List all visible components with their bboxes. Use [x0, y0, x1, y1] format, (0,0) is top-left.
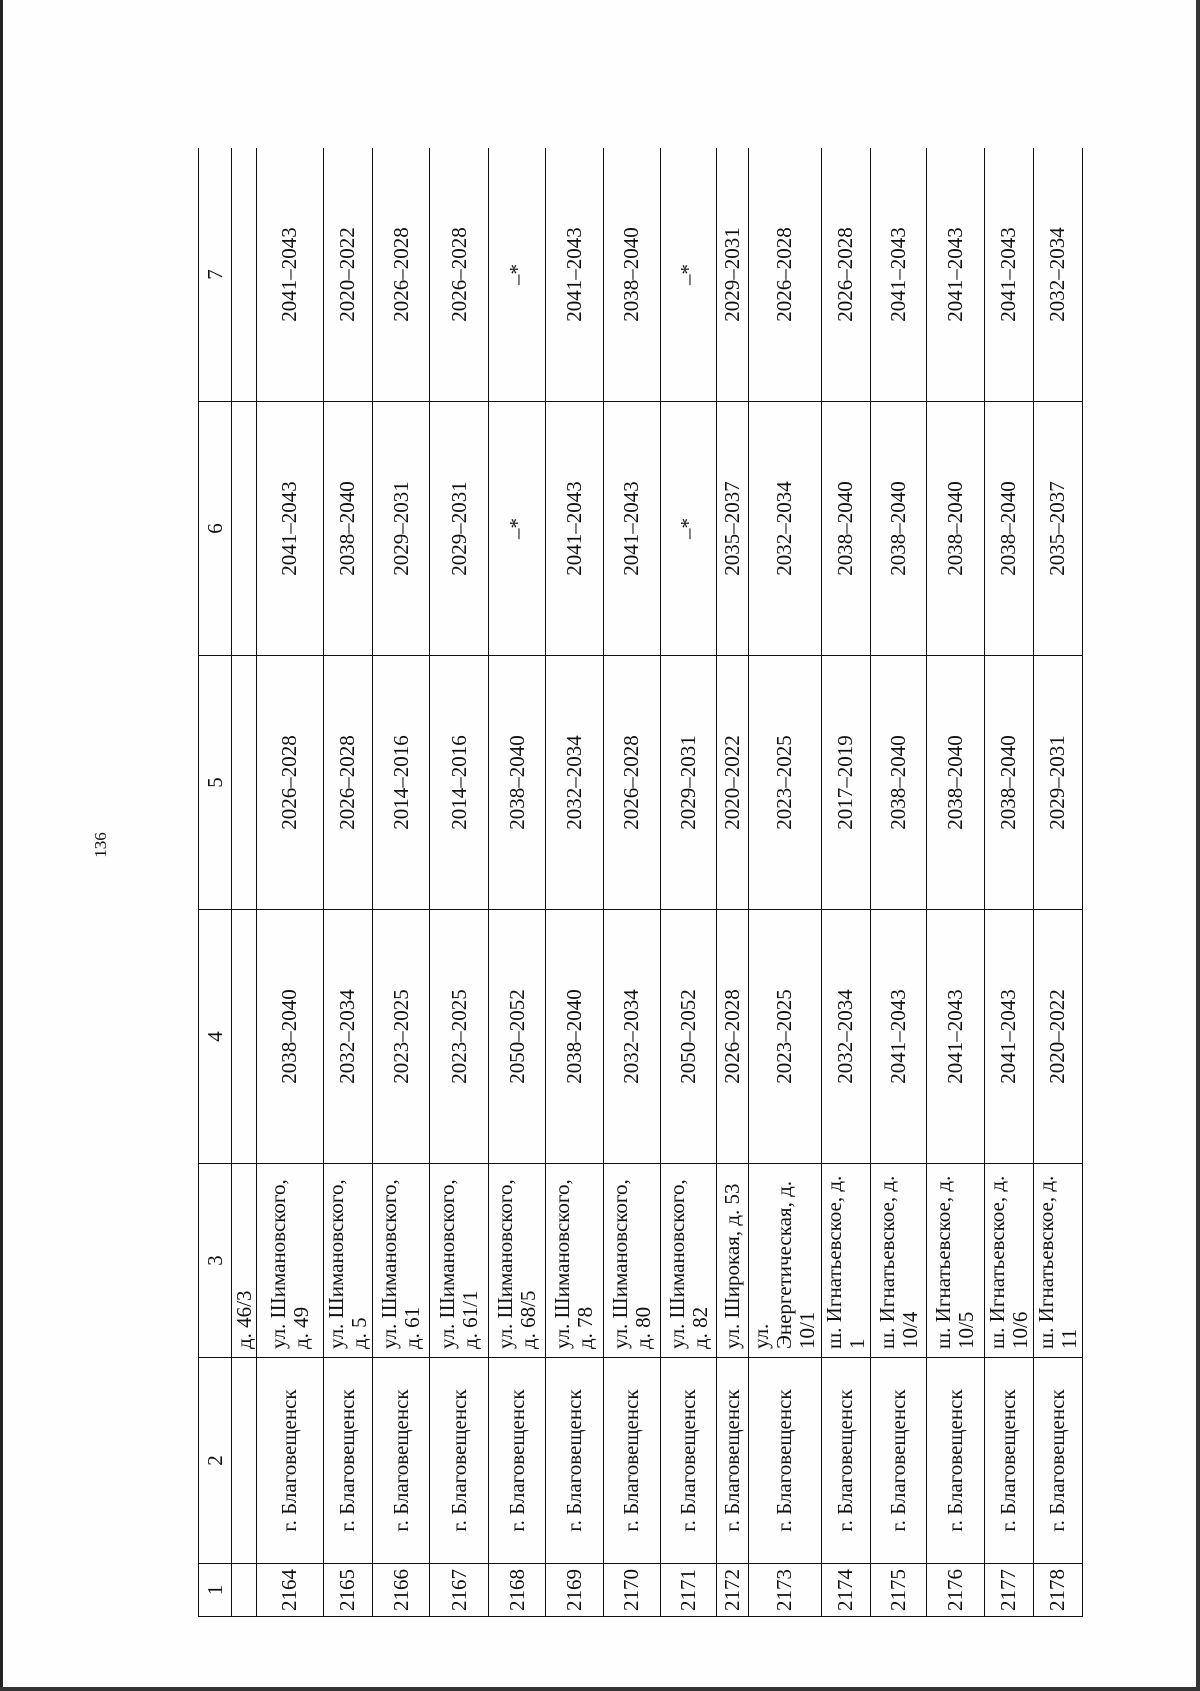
period-cell-4: 2023–2025: [430, 910, 488, 1164]
row-number: 2168: [488, 1564, 545, 1617]
row-number: 2170: [603, 1564, 660, 1617]
address-cell: ул. Шимановского, д. 61: [372, 1164, 429, 1358]
period-cell-7: –*: [488, 148, 545, 402]
period-cell-4: 2032–2034: [603, 910, 660, 1164]
period-cell-5: 2023–2025: [748, 656, 821, 910]
scan-edge-left: [0, 0, 3, 1691]
row-number: 2176: [927, 1564, 984, 1617]
city-cell: г. Благовещенск: [984, 1358, 1033, 1564]
period-cell-6: 2032–2034: [748, 402, 821, 656]
address-cell: ул. Шимановского, д. 82: [661, 1164, 717, 1358]
period-cell-7: 2026–2028: [372, 148, 429, 402]
period-cell-5: 2029–2031: [661, 656, 717, 910]
city-cell: г. Благовещенск: [257, 1358, 324, 1564]
scan-edge-right: [1196, 0, 1200, 1691]
period-cell-7: 2026–2028: [821, 148, 870, 402]
city-cell: г. Благовещенск: [323, 1358, 372, 1564]
header-row: [199, 148, 232, 1617]
header-cell-5: 5: [199, 656, 232, 910]
table-row: [661, 148, 717, 1617]
period-cell-5: 2029–2031: [1033, 656, 1082, 910]
table-row: [430, 148, 488, 1617]
period-cell-5: 2038–2040: [927, 656, 984, 910]
address-cell: ул. Шимановского, д. 68/5: [488, 1164, 545, 1358]
table-cell: [232, 148, 257, 402]
table-row: [821, 148, 870, 1617]
period-cell-6: 2038–2040: [927, 402, 984, 656]
city-cell: г. Благовещенск: [488, 1358, 545, 1564]
period-cell-5: 2026–2028: [603, 656, 660, 910]
period-cell-6: 2029–2031: [372, 402, 429, 656]
period-cell-4: 2041–2043: [870, 910, 926, 1164]
table-row: [257, 148, 324, 1617]
period-cell-5: 2038–2040: [984, 656, 1033, 910]
table-cell: [232, 910, 257, 1164]
period-cell-7: 2029–2031: [717, 148, 748, 402]
row-number: 2166: [372, 1564, 429, 1617]
address-cell: ул. Шимановского, д. 78: [546, 1164, 603, 1358]
period-cell-7: 2041–2043: [546, 148, 603, 402]
table-cell: [232, 1564, 257, 1617]
period-cell-7: 2020–2022: [323, 148, 372, 402]
address-cell: ш. Игнатьевское, д. 11: [1033, 1164, 1082, 1358]
period-cell-5: 2014–2016: [430, 656, 488, 910]
row-number: 2167: [430, 1564, 488, 1617]
continuation-row: [232, 148, 257, 1617]
period-cell-4: 2023–2025: [748, 910, 821, 1164]
header-cell-2: 2: [199, 1358, 232, 1564]
period-cell-4: 2026–2028: [717, 910, 748, 1164]
period-cell-7: 2041–2043: [984, 148, 1033, 402]
row-number: 2178: [1033, 1564, 1082, 1617]
period-cell-6: 2035–2037: [717, 402, 748, 656]
page-number: 136: [91, 832, 110, 858]
table-frame: [198, 148, 1083, 1617]
row-number: 2174: [821, 1564, 870, 1617]
period-cell-6: 2038–2040: [323, 402, 372, 656]
period-cell-4: 2023–2025: [372, 910, 429, 1164]
address-cell: ш. Игнатьевское, д. 10/4: [870, 1164, 926, 1358]
period-cell-7: 2038–2040: [603, 148, 660, 402]
city-cell: г. Благовещенск: [372, 1358, 429, 1564]
address-cell: ул. Шимановского, д. 61/1: [430, 1164, 488, 1358]
period-cell-5: 2014–2016: [372, 656, 429, 910]
table-row: [927, 148, 984, 1617]
city-cell: г. Благовещенск: [748, 1358, 821, 1564]
row-number: 2173: [748, 1564, 821, 1617]
period-cell-4: 2032–2034: [323, 910, 372, 1164]
period-cell-6: –*: [488, 402, 545, 656]
period-cell-7: 2041–2043: [870, 148, 926, 402]
row-number: 2175: [870, 1564, 926, 1617]
period-cell-7: –*: [661, 148, 717, 402]
city-cell: г. Благовещенск: [603, 1358, 660, 1564]
address-cell: ул. Энергетическая, д. 10/1: [748, 1164, 821, 1358]
address-cell: ш. Игнатьевское, д. 10/6: [984, 1164, 1033, 1358]
period-cell-5: 2026–2028: [257, 656, 324, 910]
period-cell-5: 2020–2022: [717, 656, 748, 910]
table-row: [717, 148, 748, 1617]
period-cell-6: 2038–2040: [984, 402, 1033, 656]
period-cell-4: 2032–2034: [821, 910, 870, 1164]
period-cell-6: 2029–2031: [430, 402, 488, 656]
period-cell-6: 2041–2043: [257, 402, 324, 656]
table-cell: [232, 656, 257, 910]
city-cell: г. Благовещенск: [821, 1358, 870, 1564]
period-cell-6: 2035–2037: [1033, 402, 1082, 656]
city-cell: г. Благовещенск: [927, 1358, 984, 1564]
address-cell: ул. Широкая, д. 53: [717, 1164, 748, 1358]
period-cell-5: 2017–2019: [821, 656, 870, 910]
table-row: [1033, 148, 1082, 1617]
period-cell-7: 2041–2043: [257, 148, 324, 402]
address-cell: ш. Игнатьевское, д. 1: [821, 1164, 870, 1358]
header-cell-7: 7: [199, 148, 232, 402]
period-cell-7: 2032–2034: [1033, 148, 1082, 402]
period-cell-4: 2038–2040: [546, 910, 603, 1164]
period-cell-7: 2041–2043: [927, 148, 984, 402]
table-row: [546, 148, 603, 1617]
period-cell-5: 2038–2040: [488, 656, 545, 910]
city-cell: г. Благовещенск: [1033, 1358, 1082, 1564]
scan-edge-bottom: [0, 1687, 1200, 1691]
period-cell-6: 2038–2040: [870, 402, 926, 656]
city-cell: г. Благовещенск: [546, 1358, 603, 1564]
header-cell-4: 4: [199, 910, 232, 1164]
period-cell-6: –*: [661, 402, 717, 656]
row-number: 2171: [661, 1564, 717, 1617]
table-row: [870, 148, 926, 1617]
schedule-table: [198, 148, 1083, 1617]
period-cell-6: 2038–2040: [821, 402, 870, 656]
period-cell-5: 2026–2028: [323, 656, 372, 910]
rotated-table-container: [198, 148, 1083, 1617]
period-cell-4: 2041–2043: [984, 910, 1033, 1164]
period-cell-6: 2041–2043: [603, 402, 660, 656]
address-cell: ул. Шимановского, д. 49: [257, 1164, 324, 1358]
period-cell-4: 2050–2052: [661, 910, 717, 1164]
continuation-address: д. 46/3: [232, 1164, 257, 1358]
table-row: [372, 148, 429, 1617]
period-cell-5: 2038–2040: [870, 656, 926, 910]
row-number: 2164: [257, 1564, 324, 1617]
period-cell-4: 2041–2043: [927, 910, 984, 1164]
table-cell: [232, 1358, 257, 1564]
row-number: 2169: [546, 1564, 603, 1617]
header-cell-1: 1: [199, 1564, 232, 1617]
address-cell: ул. Шимановского, д. 80: [603, 1164, 660, 1358]
period-cell-7: 2026–2028: [748, 148, 821, 402]
city-cell: г. Благовещенск: [870, 1358, 926, 1564]
table-row: [488, 148, 545, 1617]
row-number: 2172: [717, 1564, 748, 1617]
city-cell: г. Благовещенск: [717, 1358, 748, 1564]
header-cell-3: 3: [199, 1164, 232, 1358]
address-cell: ш. Игнатьевское, д. 10/5: [927, 1164, 984, 1358]
city-cell: г. Благовещенск: [661, 1358, 717, 1564]
period-cell-5: 2032–2034: [546, 656, 603, 910]
row-number: 2165: [323, 1564, 372, 1617]
period-cell-6: 2041–2043: [546, 402, 603, 656]
table-row: [748, 148, 821, 1617]
period-cell-4: 2050–2052: [488, 910, 545, 1164]
city-cell: г. Благовещенск: [430, 1358, 488, 1564]
period-cell-7: 2026–2028: [430, 148, 488, 402]
header-cell-6: 6: [199, 402, 232, 656]
table-row: [984, 148, 1033, 1617]
address-cell: ул. Шимановского, д. 5: [323, 1164, 372, 1358]
period-cell-4: 2038–2040: [257, 910, 324, 1164]
period-cell-4: 2020–2022: [1033, 910, 1082, 1164]
table-row: [323, 148, 372, 1617]
table-cell: [232, 402, 257, 656]
table-row: [603, 148, 660, 1617]
row-number: 2177: [984, 1564, 1033, 1617]
